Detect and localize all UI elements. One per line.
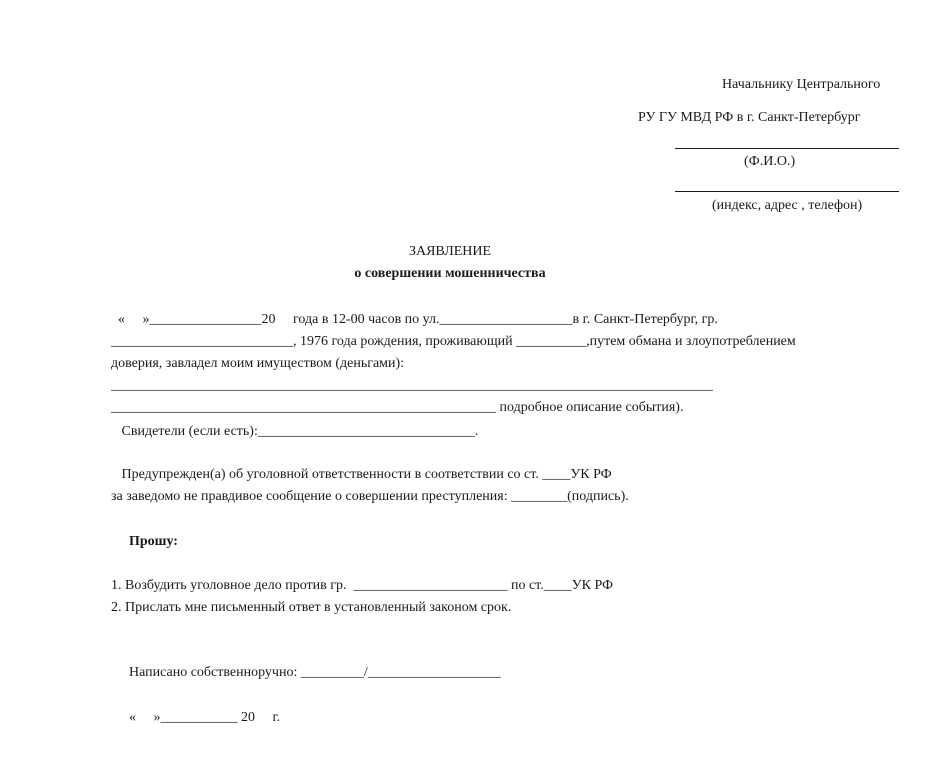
address-caption: (индекс, адрес , телефон) bbox=[712, 198, 863, 213]
handwritten-line: Написано собственноручно: _________/___________________ bbox=[129, 665, 501, 680]
fio-caption: (Ф.И.О.) bbox=[744, 154, 796, 169]
addressee-line-1: Начальнику Центрального bbox=[722, 77, 881, 92]
date-line: « »___________ 20 г. bbox=[129, 710, 281, 725]
body-line-3: доверия, завладел моим имуществом (деньгами): bbox=[111, 356, 405, 371]
addressee-line-2: РУ ГУ МВД РФ в г. Санкт-Петербург bbox=[638, 110, 861, 125]
body-line-1: « »________________20 года в 12-00 часов по ул.___________________в г. Санкт-Петербург, гр. bbox=[111, 312, 718, 327]
document-title: ЗАЯВЛЕНИЕ bbox=[408, 244, 492, 259]
witnesses-line: Свидетели (если есть):_______________________________. bbox=[111, 424, 479, 439]
request-heading: Прошу: bbox=[129, 534, 178, 549]
request-item-1: 1. Возбудить уголовное дело против гр. ______________________ по ст.____УК РФ bbox=[111, 578, 614, 593]
body-line-5: _______________________________________________________ подробное описание события). bbox=[111, 400, 684, 415]
address-blank-line bbox=[675, 191, 899, 192]
fio-blank-line bbox=[675, 148, 899, 149]
body-line-4: ______________________________________________________________________________________ bbox=[111, 378, 713, 393]
warned-line-1: Предупрежден(а) об уголовной ответственности в соответствии со ст. ____УК РФ bbox=[111, 467, 612, 482]
body-line-2: __________________________, 1976 года рождения, проживающий __________,путем обмана и злоупотреблением bbox=[111, 334, 796, 349]
request-item-2: 2. Прислать мне письменный ответ в установленный законом срок. bbox=[111, 600, 512, 615]
warned-line-2: за заведомо не правдивое сообщение о совершении преступления: ________(подпись). bbox=[111, 489, 629, 504]
document-subtitle: о совершении мошенничества bbox=[354, 266, 546, 281]
